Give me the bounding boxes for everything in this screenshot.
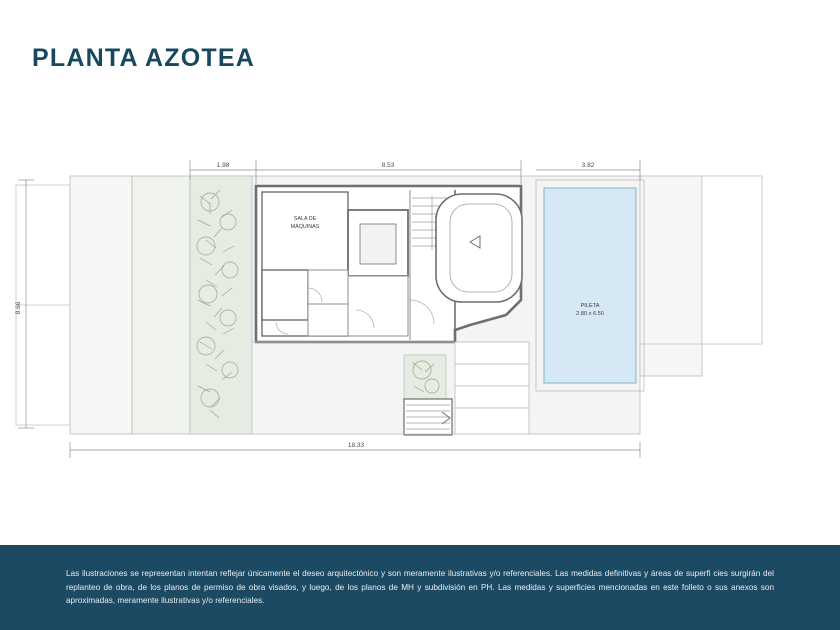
dimension-label-top-3: 3.82	[581, 162, 595, 169]
pileta-pool	[536, 180, 644, 391]
dimension-label-top-1: 1.98	[216, 162, 230, 169]
page-title: PLANTA AZOTEA	[32, 44, 255, 72]
vegetation-patch-center	[404, 355, 446, 399]
floor-plan	[0, 150, 840, 510]
vegetation-strip-left	[190, 176, 252, 434]
lower-stair	[404, 399, 452, 435]
sala-maquinas-label-line2: MÁQUINAS	[290, 224, 320, 230]
floor-plan-svg	[0, 150, 840, 510]
footer-disclaimer: Las ilustraciones se representan intentan reflejar únicamente el deseo arquitectónico y son meramente ilustrativas y/o referenciales. Las medidas definitivas y áreas de superfi cies surgirán del replanteo de obra, de los planos de permiso de obra visados, y luego, de los planos de MH y subdivisión en PH. Las medidas y superficies mencionadas en este folleto o sus anexos son aproximadas, meramente ilustrativas y/o referenciales.	[66, 569, 774, 605]
terrace-panels	[455, 342, 529, 434]
footer-bar	[0, 545, 840, 630]
sala-maquinas-label-line1: SALA DE	[293, 216, 317, 222]
pileta-label-line1: PILETA	[580, 303, 600, 309]
pileta-label-line2: 2.80 x 6.50	[576, 311, 604, 317]
dimension-label-left-1: 8.66	[15, 301, 22, 315]
dimension-label-bottom-1: 18.33	[347, 442, 365, 449]
dimension-label-top-2: 8.53	[381, 162, 395, 169]
